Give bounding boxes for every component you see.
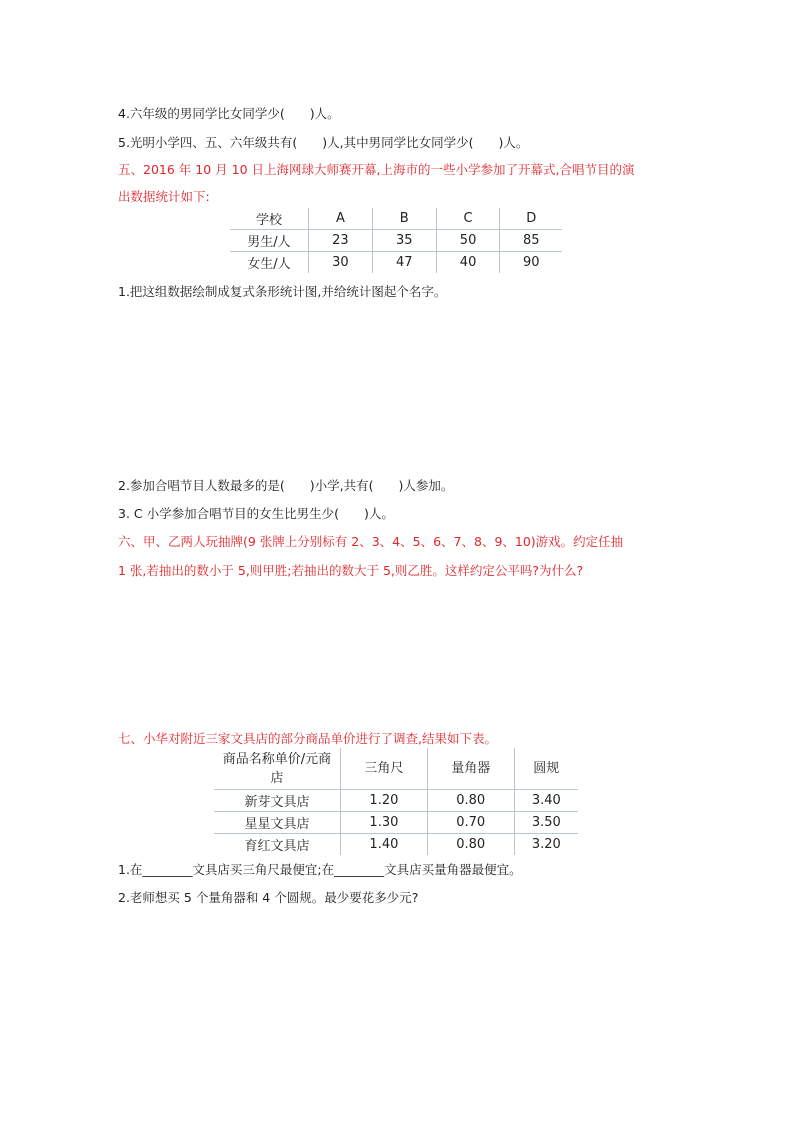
question-5: 5.光明小学四、五、六年级共有( )人,其中男同学比女同学少( )人。	[118, 135, 529, 150]
table-row	[214, 834, 578, 856]
table-cell: 1.30	[341, 812, 428, 834]
table-cell: 3.20	[514, 834, 578, 856]
table-row	[214, 812, 578, 834]
table-cell: 1.20	[341, 790, 428, 812]
table-header-cell	[214, 748, 341, 790]
stationery-price-table	[214, 748, 578, 855]
table-cell: 学校	[230, 208, 309, 230]
table-cell: 三角尺	[341, 748, 428, 790]
table-cell: 3.40	[514, 790, 578, 812]
section-5-question-1: 1.把这组数据绘制成复式条形统计图,并给统计图起个名字。	[118, 284, 447, 299]
table-cell: D	[500, 208, 562, 230]
table-cell: 圆规	[514, 748, 578, 790]
section-5-title-line1: 五、2016 年 10 月 10 日上海网球大师赛开幕,上海市的一些小学参加了开幕式,合唱节目的演	[118, 162, 635, 177]
table-header-row	[214, 748, 578, 790]
table-cell: 47	[372, 252, 436, 274]
table-cell: 85	[500, 230, 562, 252]
table-cell: 1.40	[341, 834, 428, 856]
table-cell: A	[309, 208, 373, 230]
section-5-question-2: 2.参加合唱节目人数最多的是( )小学,共有( )人参加。	[118, 478, 454, 493]
table-cell: 0.80	[427, 790, 514, 812]
table-cell: 男生/人	[230, 230, 309, 252]
table-cell: 0.70	[427, 812, 514, 834]
table-row	[230, 252, 562, 274]
section-7-question-2: 2.老师想买 5 个量角器和 4 个圆规。最少要花多少元?	[118, 890, 419, 905]
table-cell: B	[372, 208, 436, 230]
section-5-title-line2: 出数据统计如下:	[118, 189, 210, 204]
section-7-question-1: 1.在________文具店买三角尺最便宜;在________文具店买量角器最便宜。	[118, 862, 522, 877]
table-cell: 40	[436, 252, 500, 274]
section-6-line2: 1 张,若抽出的数小于 5,则甲胜;若抽出的数大于 5,则乙胜。这样约定公平吗?为什么?	[118, 563, 584, 578]
table-cell: 90	[500, 252, 562, 274]
table-cell: 量角器	[427, 748, 514, 790]
table-cell: 育红文具店	[244, 839, 310, 854]
section-7-title: 七、小华对附近三家文具店的部分商品单价进行了调查,结果如下表。	[118, 731, 497, 746]
table-cell: 3.50	[514, 812, 578, 834]
section-5-question-3: 3. C 小学参加合唱节目的女生比男生少( )人。	[118, 506, 394, 521]
table-cell: 女生/人	[247, 257, 291, 272]
header-text-line1: 商品名称单价/元商	[222, 751, 332, 767]
table-row	[230, 230, 562, 252]
table-cell: C	[436, 208, 500, 230]
header-text-line2: 店	[270, 770, 284, 786]
table-header-row	[230, 208, 562, 230]
table-cell: 新芽文具店	[214, 790, 341, 812]
table-cell: 0.80	[427, 834, 514, 856]
table-cell: 35	[372, 230, 436, 252]
table-cell: 23	[309, 230, 373, 252]
question-4: 4.六年级的男同学比女同学少( )人。	[118, 106, 340, 121]
choir-data-table	[230, 208, 562, 273]
table-row	[214, 790, 578, 812]
section-6-line1: 六、甲、乙两人玩抽牌(9 张牌上分别标有 2、3、4、5、6、7、8、9、10)游戏。约定任抽	[118, 534, 624, 549]
table-cell: 50	[436, 230, 500, 252]
table-cell: 星星文具店	[214, 812, 341, 834]
table-cell: 30	[309, 252, 373, 274]
